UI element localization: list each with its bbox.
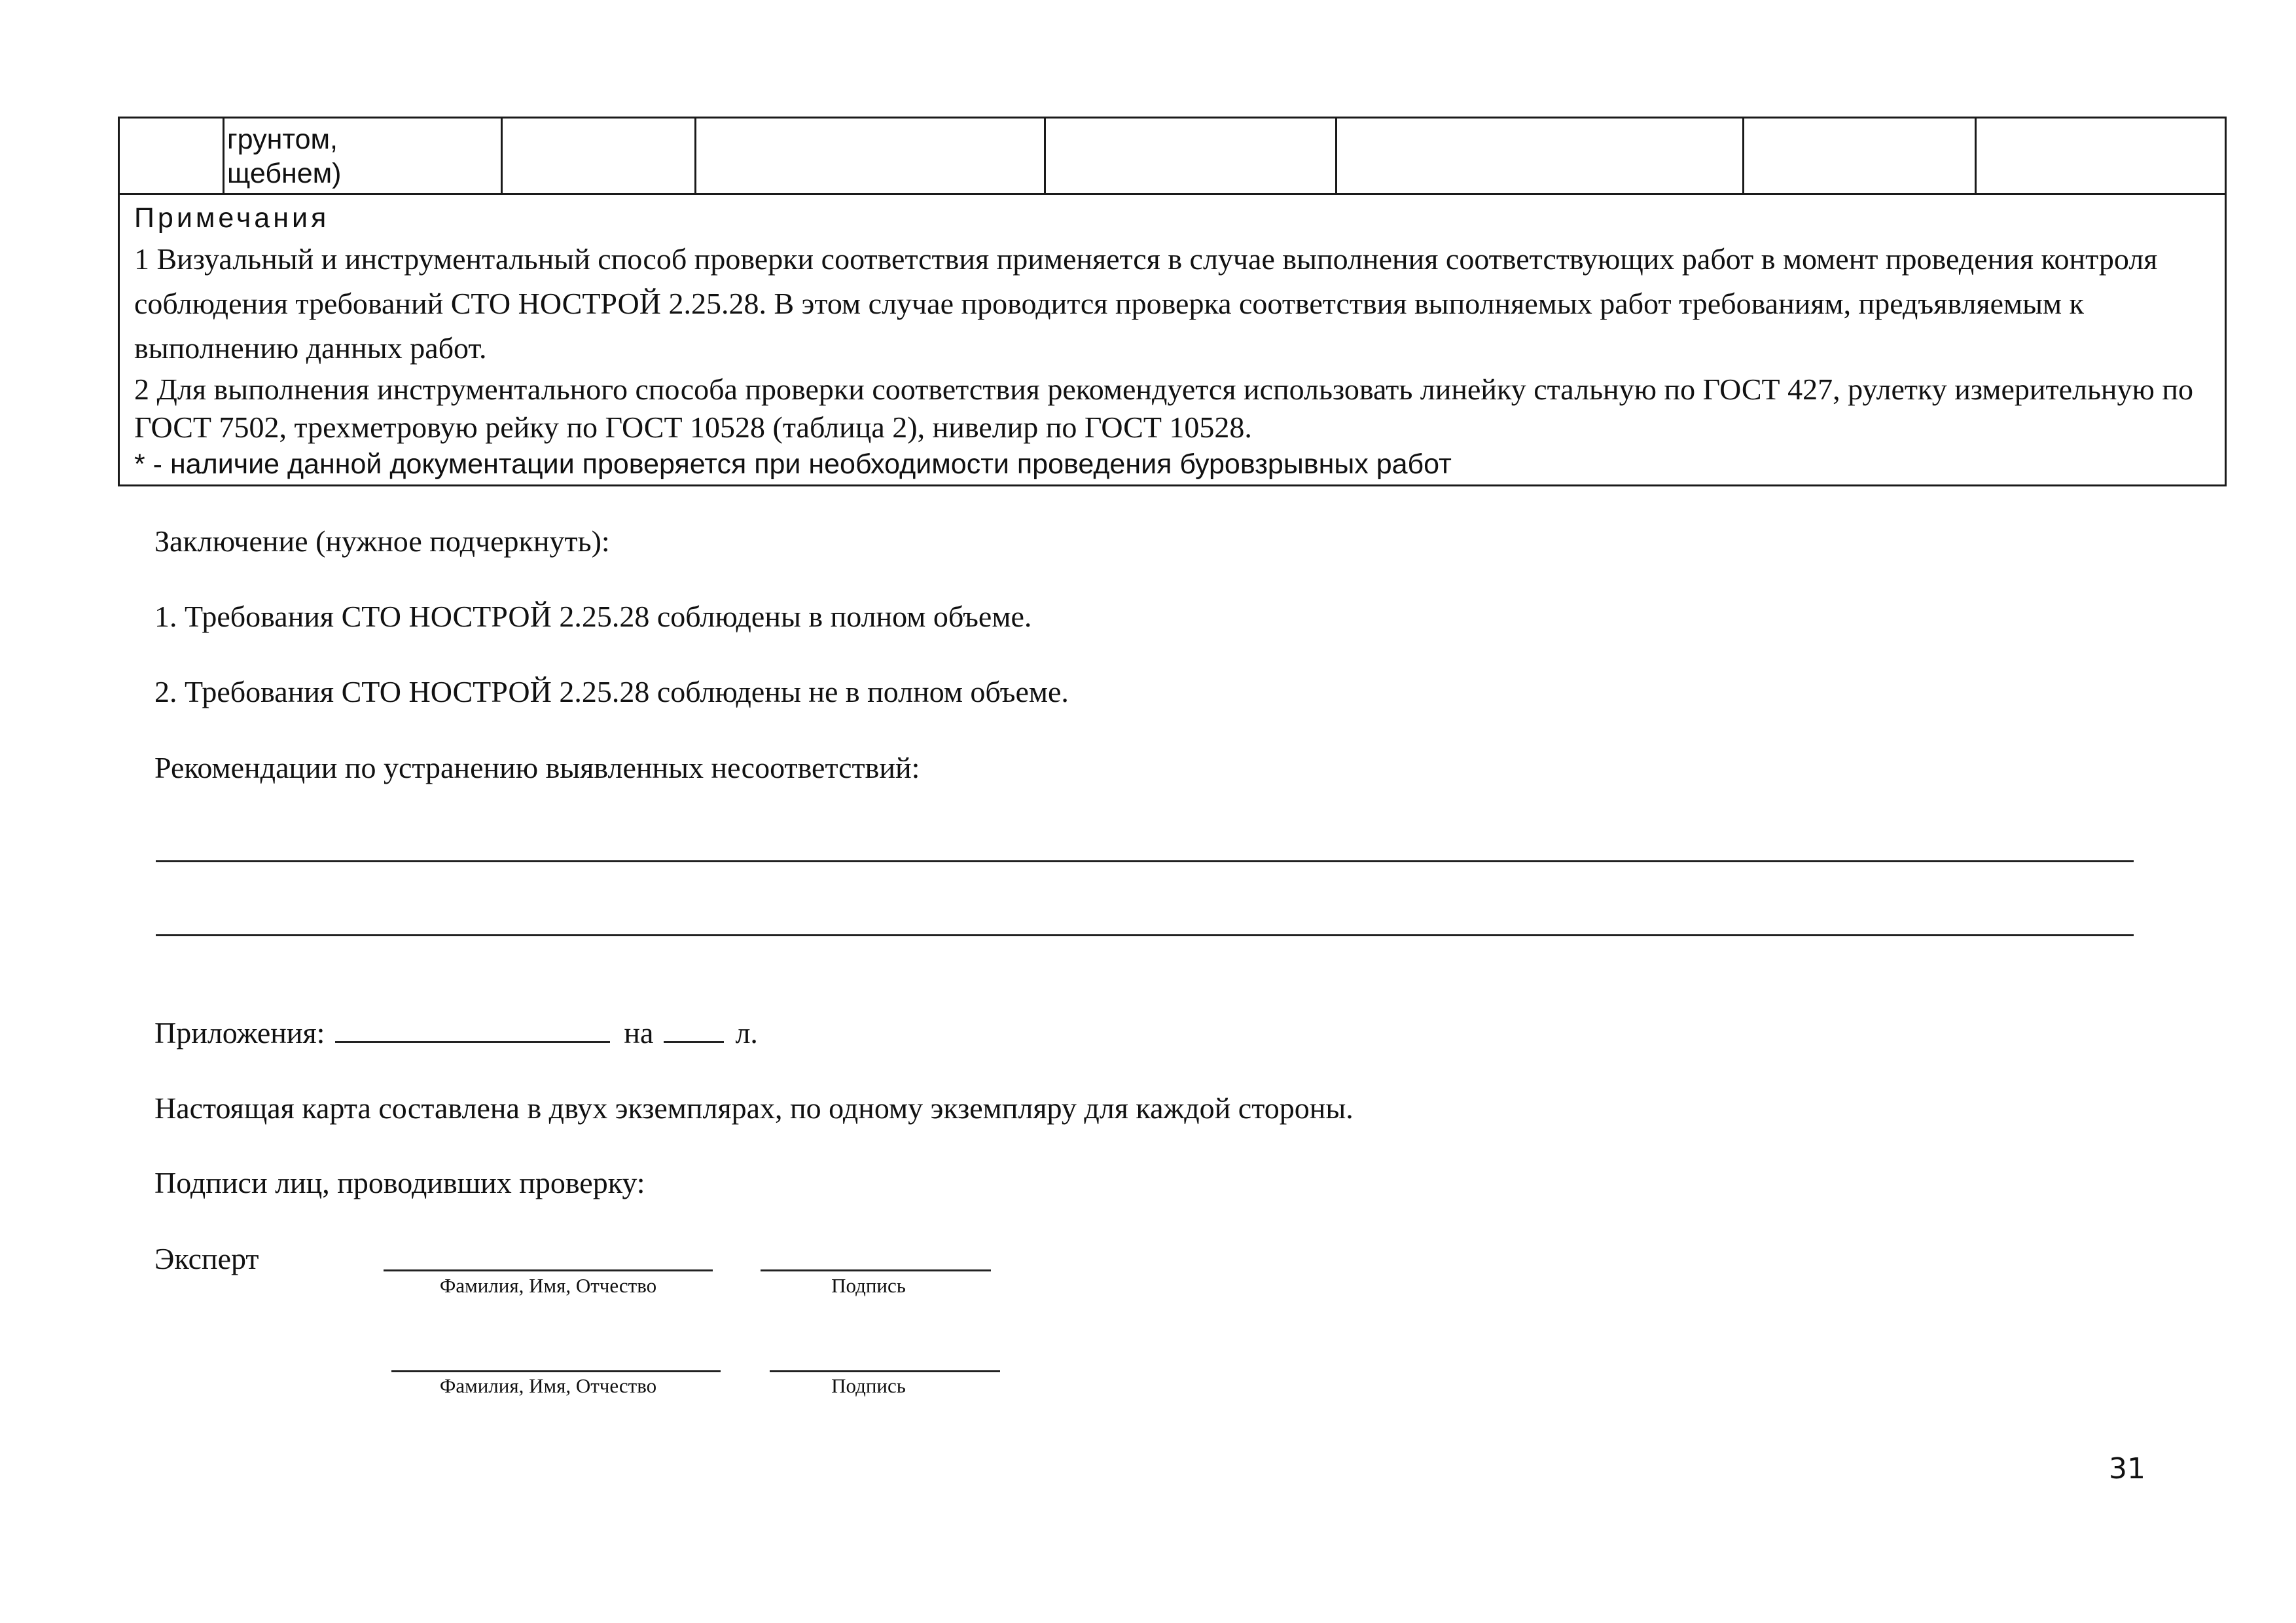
- table-grid: [118, 117, 2227, 486]
- sheets-label: л.: [735, 1016, 758, 1049]
- recommendations-line-1[interactable]: [156, 860, 2134, 862]
- cell-line-2: щебнем): [227, 158, 342, 189]
- note-1: 1 Визуальный и инструментальный способ проверки соответствия применяется в случае выполнения соответствующих работ в момент проведения контроля соблюдения требований СТО НОСТРОЙ 2.25.28. В этом случае проводится проверка соответствия выполняемых работ требованиям, предъявляемым к выполнению данных работ.: [134, 242, 2158, 365]
- page-number: 31: [2109, 1452, 2145, 1486]
- expert-label: Эксперт: [154, 1242, 259, 1275]
- conclusion-heading: Заключение (нужное подчеркнуть):: [154, 524, 610, 558]
- note-3: * - наличие данной документации проверяется при необходимости проведения буровзрывных работ: [134, 448, 1452, 480]
- signature-line-2[interactable]: [770, 1370, 1000, 1372]
- note-2: 2 Для выполнения инструментального способа проверки соответствия рекомендуется использовать линейку стальную по ГОСТ 427, рулетку измерительную по ГОСТ 7502, трехметровую рейку по ГОСТ 10528 (таблица 2), нивелир по ГОСТ 10528.: [134, 373, 2194, 444]
- attachments-label: Приложения:: [154, 1016, 325, 1049]
- notes-cell: [119, 194, 2226, 486]
- attachments-on-label: на: [624, 1016, 654, 1049]
- table-row: [119, 118, 2226, 194]
- inspection-table: [118, 117, 2225, 486]
- signatures-heading: Подписи лиц, проводивших проверку:: [154, 1166, 645, 1199]
- signature-line-1[interactable]: [761, 1269, 991, 1271]
- name-caption-2: Фамилия, Имя, Отчество: [439, 1374, 657, 1397]
- signature-caption-1: Подпись: [831, 1274, 906, 1297]
- table-cell-3: [502, 118, 696, 194]
- notes-row: [119, 194, 2226, 486]
- notes-title: Примечания: [134, 202, 330, 234]
- name-line-2[interactable]: [391, 1370, 721, 1372]
- attachments-blank[interactable]: [335, 1015, 610, 1043]
- attachments-line: [154, 1015, 758, 1051]
- conclusion-option-1: 1. Требования СТО НОСТРОЙ 2.25.28 соблюдены в полном объеме.: [154, 600, 1032, 633]
- name-line-1[interactable]: [384, 1269, 713, 1271]
- copies-note: Настоящая карта составлена в двух экземплярах, по одному экземпляру для каждой стороны.: [154, 1091, 1354, 1125]
- recommendations-line-2[interactable]: [156, 934, 2134, 936]
- table-cell-8: [1976, 118, 2226, 194]
- cell-line-1: грунтом,: [227, 124, 338, 155]
- recommendations-heading: Рекомендации по устранению выявленных несоответствий:: [154, 751, 920, 784]
- table-cell-7: [1744, 118, 1976, 194]
- table-cell-4: [696, 118, 1045, 194]
- table-cell-5: [1045, 118, 1336, 194]
- table-cell-2: [224, 118, 502, 194]
- signature-caption-2: Подпись: [831, 1374, 906, 1397]
- table-cell-1: [119, 118, 224, 194]
- table-cell-6: [1336, 118, 1744, 194]
- name-caption-1: Фамилия, Имя, Отчество: [439, 1274, 657, 1297]
- conclusion-option-2: 2. Требования СТО НОСТРОЙ 2.25.28 соблюдены не в полном объеме.: [154, 675, 1069, 708]
- sheets-count-blank[interactable]: [664, 1015, 724, 1043]
